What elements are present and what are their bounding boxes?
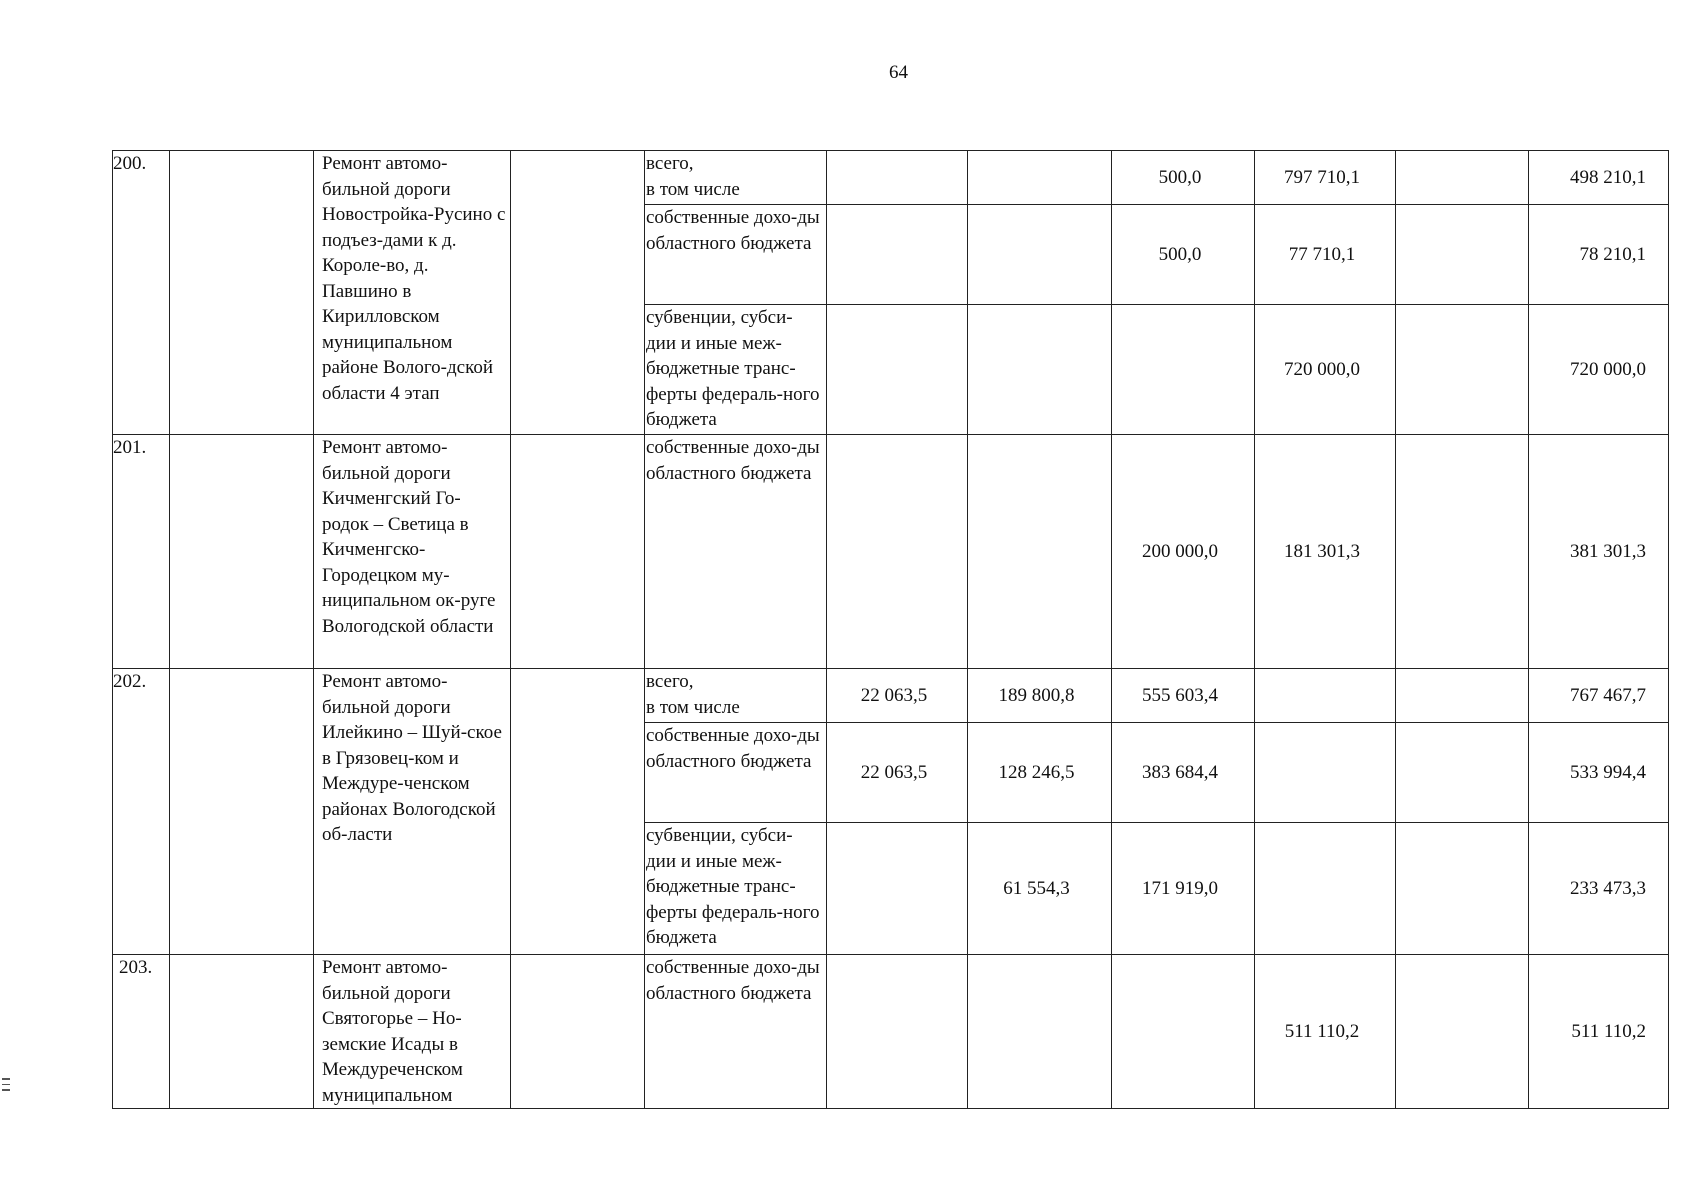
empty-cell bbox=[511, 435, 645, 669]
value-cell bbox=[827, 823, 968, 955]
value-cell: 189 800,8 bbox=[968, 669, 1112, 723]
value-cell: 22 063,5 bbox=[827, 723, 968, 823]
value-cell bbox=[1396, 151, 1529, 205]
row-number: 201. bbox=[113, 435, 170, 669]
value-cell: 500,0 bbox=[1112, 151, 1255, 205]
value-cell: 22 063,5 bbox=[827, 669, 968, 723]
value-cell: 181 301,3 bbox=[1255, 435, 1396, 669]
value-cell bbox=[1396, 205, 1529, 305]
scan-mark bbox=[2, 1084, 10, 1086]
value-cell bbox=[1396, 305, 1529, 435]
object-name: Ремонт автомо-бильной дороги Илейкино – Шуй-ское в Грязовец-ком и Междуре-ченском районах Вологодской об-ласти bbox=[314, 669, 511, 955]
value-cell: 77 710,1 bbox=[1255, 205, 1396, 305]
value-cell bbox=[1396, 823, 1529, 955]
value-cell bbox=[968, 205, 1112, 305]
total-cell: 533 994,4 bbox=[1529, 723, 1669, 823]
funding-source: собственные дохо-ды областного бюджета bbox=[645, 723, 827, 823]
budget-table bbox=[112, 150, 1668, 1109]
funding-source-label: всего, в том числе bbox=[646, 153, 740, 200]
empty-cell bbox=[511, 669, 645, 955]
value-cell bbox=[827, 435, 968, 669]
value-cell: 383 684,4 bbox=[1112, 723, 1255, 823]
funding-source: субвенции, субси-дии и иные меж-бюджетные транс-ферты федераль-ного бюджета bbox=[645, 823, 827, 955]
funding-source: собственные дохо-ды областного бюджета bbox=[645, 435, 827, 669]
value-cell bbox=[827, 205, 968, 305]
value-cell bbox=[1396, 955, 1529, 1109]
funding-source: субвенции, субси-дии и иные меж-бюджетные транс-ферты федераль-ного бюджета bbox=[645, 305, 827, 435]
total-cell: 767 467,7 bbox=[1529, 669, 1669, 723]
value-cell: 128 246,5 bbox=[968, 723, 1112, 823]
object-name: Ремонт автомо-бильной дороги Святогорье – Но-земские Исады в Междуреченском муниципальном bbox=[314, 955, 511, 1109]
total-cell: 720 000,0 bbox=[1529, 305, 1669, 435]
empty-code-cell bbox=[170, 435, 314, 669]
value-cell bbox=[968, 435, 1112, 669]
value-cell bbox=[1396, 435, 1529, 669]
empty-code-cell bbox=[170, 669, 314, 955]
row-number: 200. bbox=[113, 151, 170, 435]
value-cell bbox=[827, 305, 968, 435]
funding-source-label: всего, в том числе bbox=[646, 671, 740, 718]
table-row bbox=[113, 435, 1669, 669]
empty-cell bbox=[511, 955, 645, 1109]
value-cell bbox=[968, 305, 1112, 435]
total-cell: 381 301,3 bbox=[1529, 435, 1669, 669]
value-cell bbox=[827, 955, 968, 1109]
row-number: 203. bbox=[113, 955, 170, 1109]
budget-table-grid bbox=[112, 150, 1669, 1109]
value-cell: 797 710,1 bbox=[1255, 151, 1396, 205]
row-number: 202. bbox=[113, 669, 170, 955]
scan-mark bbox=[2, 1089, 10, 1091]
empty-code-cell bbox=[170, 151, 314, 435]
funding-source bbox=[645, 669, 827, 723]
table-row bbox=[113, 669, 1669, 723]
funding-source bbox=[645, 151, 827, 205]
value-cell bbox=[1396, 723, 1529, 823]
scan-edge-marks bbox=[2, 1078, 10, 1100]
value-cell: 500,0 bbox=[1112, 205, 1255, 305]
value-cell bbox=[968, 151, 1112, 205]
total-cell: 498 210,1 bbox=[1529, 151, 1669, 205]
value-cell bbox=[1255, 669, 1396, 723]
value-cell bbox=[1112, 305, 1255, 435]
object-name: Ремонт автомо-бильной дороги Кичменгский Го-родок – Светица в Кичменгско-Городецком му-ниципальном ок-руге Вологодской области bbox=[314, 435, 511, 669]
funding-source: собственные дохо-ды областного бюджета bbox=[645, 205, 827, 305]
total-cell: 78 210,1 bbox=[1529, 205, 1669, 305]
page-number: 64 bbox=[889, 62, 908, 83]
value-cell bbox=[1255, 823, 1396, 955]
empty-code-cell bbox=[170, 955, 314, 1109]
value-cell: 171 919,0 bbox=[1112, 823, 1255, 955]
value-cell bbox=[1255, 723, 1396, 823]
total-cell: 233 473,3 bbox=[1529, 823, 1669, 955]
value-cell: 720 000,0 bbox=[1255, 305, 1396, 435]
value-cell: 61 554,3 bbox=[968, 823, 1112, 955]
value-cell bbox=[1112, 955, 1255, 1109]
value-cell bbox=[1396, 669, 1529, 723]
scan-mark bbox=[2, 1078, 10, 1080]
table-row bbox=[113, 955, 1669, 1109]
empty-cell bbox=[511, 151, 645, 435]
value-cell: 511 110,2 bbox=[1255, 955, 1396, 1109]
funding-source: собственные дохо-ды областного бюджета bbox=[645, 955, 827, 1109]
value-cell bbox=[827, 151, 968, 205]
value-cell: 555 603,4 bbox=[1112, 669, 1255, 723]
object-name: Ремонт автомо-бильной дороги Новостройка-Русино с подъез-дами к д. Короле-во, д. Павшино в Кирилловском муниципальном районе Волого-дской области 4 этап bbox=[314, 151, 511, 435]
value-cell bbox=[968, 955, 1112, 1109]
value-cell: 200 000,0 bbox=[1112, 435, 1255, 669]
table-row bbox=[113, 151, 1669, 205]
total-cell: 511 110,2 bbox=[1529, 955, 1669, 1109]
